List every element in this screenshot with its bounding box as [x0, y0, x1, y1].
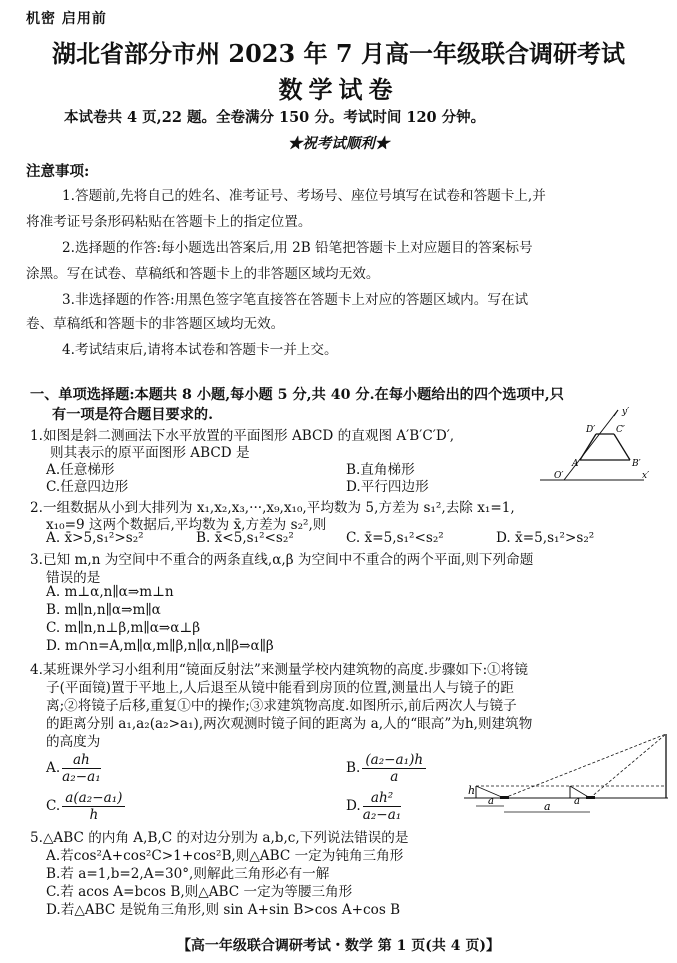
- q4-fig-label-a1: a: [488, 796, 494, 807]
- page-footer: 【高一年级联合调研考试・数学 第 1 页(共 4 页)】: [176, 938, 501, 954]
- good-luck-line: ★祝考试顺利★: [287, 135, 390, 152]
- q4-stem-cont: 子(平面镜)置于平地上,人后退至从镜中能看到房顶的位置,测量出人与镜子的距: [46, 680, 514, 696]
- q5-option-d: D.若△ABC 是锐角三角形,则 sin A+sin B>cos A+cos B: [46, 902, 401, 918]
- q4-figure-mirror-diagram: [462, 730, 670, 820]
- q4-stem: 4.某班课外学习小组利用“镜面反射法”来测量学校内建筑物的高度.步骤如下:①将镜: [30, 662, 528, 678]
- q3-option-a: A. m⊥α,n∥α⇒m⊥n: [46, 584, 174, 600]
- notes-heading: 注意事项:: [26, 163, 90, 180]
- q5-option-a: A.若cos²A+cos²C>1+cos²B,则△ABC 一定为钝角三角形: [46, 848, 404, 864]
- q3-option-b: B. m∥n,n∥α⇒m∥α: [46, 602, 161, 618]
- q1-fig-label-x: x′: [642, 471, 650, 481]
- q3-option-c: C. m∥n,n⊥β,m∥α⇒α⊥β: [46, 620, 201, 636]
- q1-option-b: B.直角梯形: [346, 462, 415, 478]
- q5-option-b: B.若 a=1,b=2,A=30°,则解此三角形必有一解: [46, 866, 330, 882]
- q4-fig-label-a2: a: [574, 796, 580, 807]
- q4-stem-cont: 的高度为: [46, 734, 101, 750]
- note-line: 卷、草稿纸和答题卡的非答题区域均无效。: [26, 316, 285, 332]
- q2-option-d: D. x̄=5,s₁²>s₂²: [496, 530, 595, 546]
- note-line: 3.非选择题的作答:用黑色签字笔直接答在答题卡上对应的答题区域内。写在试: [62, 292, 529, 308]
- q4-stem-cont: 的距离分别 a₁,a₂(a₂>a₁),两次观测时镜子间的距离为 a,人的“眼高”为h,则建筑物: [46, 716, 533, 732]
- q4-option-b: B. $\frac{\text{(a₂−a₁)h}}{a}$: [346, 752, 426, 785]
- q1-figure-intuitive-diagram: [534, 404, 652, 488]
- q1-fig-label-d: D′: [586, 425, 596, 435]
- q4-option-d: D. $\frac{\text{ah²}}{\text{a₂−a₁}}$: [346, 790, 402, 823]
- note-line: 1.答题前,先将自己的姓名、准考证号、考场号、座位号填写在试卷和答题卡上,并: [62, 188, 546, 204]
- note-line: 涂黑。写在试卷、草稿纸和答题卡上的非答题区域均无效。: [26, 266, 380, 282]
- q1-fig-label-y: y′: [622, 407, 630, 417]
- q1-stem: 1.如图是斜二测画法下水平放置的平面图形 ABCD 的直观图 A′B′C′D′,: [30, 428, 455, 444]
- note-line: 将准考证号条形码粘贴在答题卡上的指定位置。: [26, 214, 312, 230]
- note-line: 4.考试结束后,请将本试卷和答题卡一并上交。: [62, 342, 338, 358]
- q1-fig-label-a: A′: [572, 459, 581, 469]
- q1-fig-label-c: C′: [616, 425, 625, 435]
- q3-stem: 3.已知 m,n 为空间中不重合的两条直线,α,β 为空间中不重合的两个平面,则下列命题: [30, 552, 534, 568]
- q4-fig-label-a: a: [544, 800, 551, 813]
- section-heading-cont: 有一项是符合题目要求的.: [52, 407, 214, 423]
- q4-stem-cont: 离;②将镜子后移,重复①中的操作;③求建筑物高度.如图所示,前后两次人与镜子: [46, 698, 517, 714]
- exam-title: 湖北省部分市州 2023 年 7 月高一年级联合调研考试: [52, 39, 625, 68]
- q2-stem-cont: x₁₀=9 这两个数据后,平均数为 x̄,方差为 s₂²,则: [46, 517, 327, 533]
- q2-option-a: A. x̄>5,s₁²>s₂²: [46, 530, 144, 546]
- q4-option-c: C. $\frac{\text{a(a₂−a₁)}}{h}$: [46, 790, 125, 823]
- section-heading: 一、单项选择题:本题共 8 小题,每小题 5 分,共 40 分.在每小题给出的四个选项中,只: [30, 387, 564, 403]
- q2-option-b: B. x̄<5,s₁²<s₂²: [196, 530, 294, 546]
- q1-option-d: D.平行四边形: [346, 479, 429, 495]
- confidential-tag: 机密 启用前: [26, 11, 107, 27]
- q4-fig-label-h: h: [468, 784, 476, 797]
- q5-stem: 5.△ABC 的内角 A,B,C 的对边分别为 a,b,c,下列说法错误的是: [30, 830, 409, 846]
- q5-option-c: C.若 acos A=bcos B,则△ABC 一定为等腰三角形: [46, 884, 353, 900]
- q3-stem-cont: 错误的是: [46, 570, 101, 586]
- q2-stem: 2.一组数据从小到大排列为 x₁,x₂,x₃,···,x₉,x₁₀,平均数为 5,方差为 s₁²,去除 x₁=1,: [30, 500, 515, 516]
- q4-option-a: A. $\frac{ah}{\text{a₂−a₁}}$: [46, 752, 101, 785]
- q1-fig-label-o: O′: [554, 471, 564, 481]
- exam-info: 本试卷共 4 页,22 题。全卷满分 150 分。考试时间 120 分钟。: [64, 109, 486, 126]
- q1-option-a: A.任意梯形: [46, 462, 115, 478]
- q1-option-c: C.任意四边形: [46, 479, 129, 495]
- q3-option-d: D. m∩n=A,m∥α,m∥β,n∥α,n∥β⇒α∥β: [46, 638, 274, 654]
- q2-option-c: C. x̄=5,s₁²<s₂²: [346, 530, 444, 546]
- q1-stem-cont: 则其表示的原平面图形 ABCD 是: [50, 445, 250, 461]
- exam-subtitle: 数学试卷: [278, 75, 399, 104]
- q1-fig-label-b: B′: [632, 459, 641, 469]
- note-line: 2.选择题的作答:每小题选出答案后,用 2B 铅笔把答题卡上对应题目的答案标号: [62, 240, 533, 256]
